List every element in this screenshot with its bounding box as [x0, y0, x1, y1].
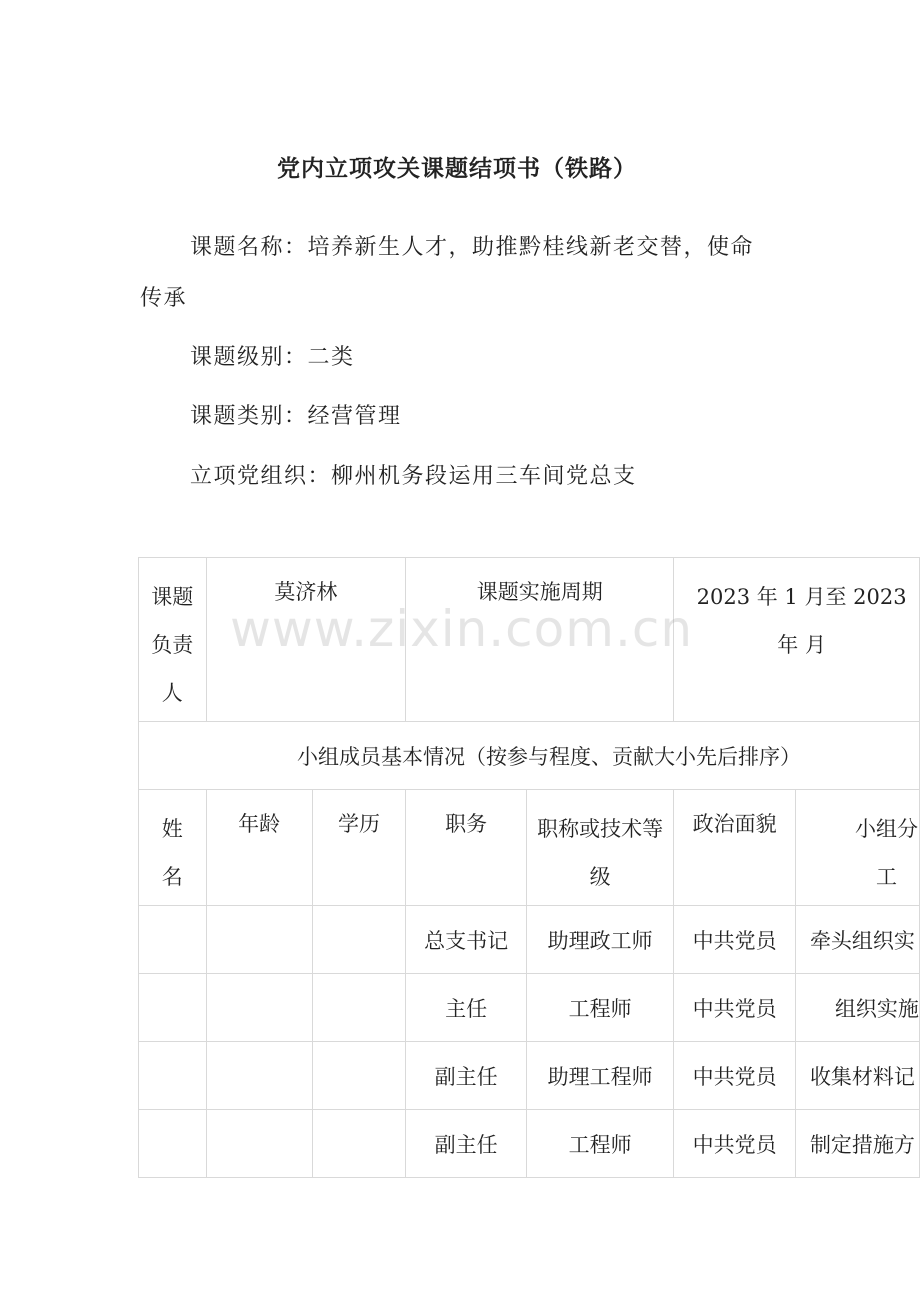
member-table	[138, 557, 920, 1178]
cell-title-grade: 助理工程师	[526, 1042, 673, 1110]
cell-division: 制定措施方	[795, 1110, 919, 1178]
topic-name-label: 课题名称：	[190, 235, 308, 260]
topic-name-continuation: 传承	[140, 286, 188, 311]
topic-name-line	[190, 230, 754, 261]
cell-position: 主任	[406, 974, 527, 1042]
header-education: 学历	[312, 790, 405, 906]
header-age: 年龄	[206, 790, 312, 906]
cell-age	[206, 974, 312, 1042]
topic-level-value: 二类	[307, 345, 355, 370]
header-row	[139, 790, 920, 906]
topic-level-line	[190, 340, 355, 371]
leader-value: 莫济林	[206, 558, 406, 722]
leader-label: 课题负责人	[139, 558, 207, 722]
cell-position: 副主任	[406, 1110, 527, 1178]
topic-category-value: 经营管理	[307, 404, 402, 429]
topic-category-line	[190, 399, 402, 430]
cell-name	[139, 974, 207, 1042]
cell-political-status: 中共党员	[674, 906, 796, 974]
cell-education	[312, 906, 405, 974]
header-position: 职务	[406, 790, 527, 906]
leader-row	[139, 558, 920, 722]
cell-name	[139, 1110, 207, 1178]
cell-division: 收集材料记	[795, 1042, 919, 1110]
topic-level-label: 课题级别：	[190, 345, 308, 370]
cell-education	[312, 1110, 405, 1178]
topic-name-value: 培养新生人才，助推黔桂线新老交替，使命	[307, 235, 755, 260]
cell-age	[206, 906, 312, 974]
cell-title-grade: 工程师	[526, 1110, 673, 1178]
cell-title-grade: 工程师	[526, 974, 673, 1042]
watermark: www.zixin.com.cn	[230, 600, 694, 658]
cell-division: 组织实施	[795, 974, 919, 1042]
period-value: 2023 年 1 月至 2023 年 月	[674, 558, 920, 722]
cell-age	[206, 1110, 312, 1178]
cell-political-status: 中共党员	[674, 1110, 796, 1178]
header-title-grade: 职称或技术等级	[526, 790, 673, 906]
cell-name	[139, 1042, 207, 1110]
cell-position: 总支书记	[406, 906, 527, 974]
cell-political-status: 中共党员	[674, 1042, 796, 1110]
header-political-status: 政治面貌	[674, 790, 796, 906]
cell-position: 副主任	[406, 1042, 527, 1110]
cell-education	[312, 974, 405, 1042]
table-row	[139, 1110, 920, 1178]
org-label: 立项党组织：	[190, 464, 332, 489]
header-division: 小组分工	[795, 790, 919, 906]
period-label: 课题实施周期	[406, 558, 674, 722]
cell-title-grade: 助理政工师	[526, 906, 673, 974]
table-row	[139, 974, 920, 1042]
topic-category-label: 课题类别：	[190, 404, 308, 429]
org-value: 柳州机务段运用三车间党总支	[331, 464, 637, 489]
section-title-row	[139, 722, 920, 790]
cell-age	[206, 1042, 312, 1110]
cell-name	[139, 906, 207, 974]
document-title: 党内立项攻关课题结项书（铁路）	[277, 155, 637, 182]
table-row	[139, 1042, 920, 1110]
cell-political-status: 中共党员	[674, 974, 796, 1042]
section-title: 小组成员基本情况（按参与程度、贡献大小先后排序）	[139, 722, 920, 790]
header-name: 姓名	[139, 790, 207, 906]
cell-division: 牵头组织实	[795, 906, 919, 974]
cell-education	[312, 1042, 405, 1110]
table-row	[139, 906, 920, 974]
org-line	[190, 459, 637, 490]
